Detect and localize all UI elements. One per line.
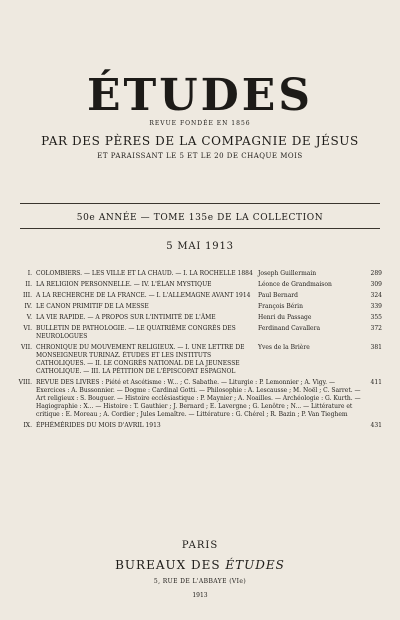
toc-author: Yves de la Brière bbox=[258, 344, 310, 351]
toc-title: LE CANON PRIMITIF DE LA MESSE bbox=[36, 303, 149, 310]
toc-row bbox=[18, 270, 382, 278]
imprint-year: 1913 bbox=[192, 592, 208, 599]
toc-page: 372 bbox=[370, 325, 382, 332]
toc-title: COLOMBIERS. — LES VILLE ET LA CHAUD. — I. LA ROCHELLE 1884 bbox=[36, 270, 253, 277]
toc-number: I. bbox=[27, 270, 32, 277]
toc-title: REVUE DES LIVRES : Piété et Ascétisme : W... ; C. Sabathe. — Liturgie : P. Lemonnier ; A. Vigy. — Exercices : A. Bussonnier. — Dogme : Cardinal Gotti. — Philosophie : A. Lescausse ; M. Noël ; C. Sarret. — Art religieux : S. Bouguer. — Histoire ecclésiastique : P. Maynier ; A. Noailles. — Archéologie : G. Kurth. — Hagiographie : X... — Histoire : T. Gauthier ; J. Bernard ; E. Lavergne ; G. Lenôtre ; N... — Littérature et critique : E. Moreau ; A. Cordier ; Jules Lemaître. — Littérature : G. Chérel ; R. Bazin ; P. Van Tieghem bbox=[36, 379, 361, 418]
issue-date: 5 MAI 1913 bbox=[166, 241, 234, 252]
toc-author: Joseph Guillermain bbox=[258, 270, 317, 277]
toc-author: François Bérin bbox=[258, 303, 303, 310]
toc-page: 324 bbox=[370, 292, 382, 299]
toc-author: Paul Bernard bbox=[258, 292, 299, 299]
rule-bottom bbox=[20, 228, 380, 229]
toc-author: Ferdinand Cavallera bbox=[258, 325, 321, 332]
toc-author: Henri du Passage bbox=[258, 314, 312, 321]
toc-number: VII. bbox=[21, 344, 32, 351]
table-of-contents bbox=[18, 270, 382, 433]
toc-row bbox=[18, 344, 382, 376]
toc-title: BULLETIN DE PATHOLOGIE. — LE QUATRIÈME CONGRÈS DES NEUROLOGUES bbox=[36, 325, 236, 340]
toc-row-book-review bbox=[18, 379, 382, 419]
toc-number: IV. bbox=[24, 303, 32, 310]
toc-author: Léonce de Grandmaison bbox=[258, 281, 332, 288]
toc-title: CHRONIQUE DU MOUVEMENT RELIGIEUX. — I. UNE LETTRE DE MONSEIGNEUR TURINAZ. ÉTUDES ET LES INSTITUTS CATHOLIQUES. — II. LE CONGRÈS NATIONAL DE LA JEUNESSE CATHOLIQUE. — III. LA PÉTITION DE L'ÉPISCOPAT ESPAGNOL bbox=[36, 344, 245, 375]
toc-number: IX. bbox=[23, 422, 32, 429]
toc-page: 289 bbox=[370, 270, 382, 277]
toc-row bbox=[18, 314, 382, 322]
imprint-office bbox=[0, 558, 400, 572]
toc-number: V. bbox=[26, 314, 32, 321]
imprint-address: 5, RUE DE L'ABBAYE (VIe) bbox=[153, 578, 247, 585]
toc-row bbox=[18, 281, 382, 289]
toc-title: ÉPHÉMÉRIDES DU MOIS D'AVRIL 1913 bbox=[36, 422, 161, 429]
schedule-line: ET PARAISSANT LE 5 ET LE 20 DE CHAQUE MOIS bbox=[97, 152, 303, 160]
publisher-line: PAR DES PÈRES DE LA COMPAGNIE DE JÉSUS bbox=[41, 134, 359, 148]
toc-number: VIII. bbox=[18, 379, 32, 386]
imprint-office-name: ÉTUDES bbox=[225, 558, 285, 572]
toc-row bbox=[18, 292, 382, 300]
toc-page: 309 bbox=[370, 281, 382, 288]
journal-title: ÉTUDES bbox=[86, 70, 314, 121]
imprint-office-prefix: BUREAUX DES bbox=[115, 558, 226, 572]
toc-row bbox=[18, 325, 382, 341]
volume-line: 50e ANNÉE — TOME 135e DE LA COLLECTION bbox=[76, 213, 324, 223]
toc-row bbox=[18, 303, 382, 311]
founded-line: REVUE FONDÉE EN 1856 bbox=[149, 120, 251, 127]
toc-number: III. bbox=[22, 292, 32, 299]
toc-page: 381 bbox=[370, 344, 382, 351]
toc-number: VI. bbox=[23, 325, 32, 332]
toc-title: LA VIE RAPIDE. — A PROPOS SUR L'INTIMITÉ DE L'ÂME bbox=[36, 314, 216, 321]
toc-title: LA RELIGION PERSONNELLE. — IV. L'ÉLAN MYSTIQUE bbox=[36, 281, 212, 288]
rule-top bbox=[20, 203, 380, 204]
toc-page: 355 bbox=[370, 314, 382, 321]
toc-page: 411 bbox=[370, 379, 382, 386]
toc-page: 339 bbox=[370, 303, 382, 310]
toc-number: II. bbox=[25, 281, 32, 288]
toc-page: 431 bbox=[370, 422, 382, 429]
toc-title: A LA RECHERCHE DE LA FRANCE. — I. L'ALLEMAGNE AVANT 1914 bbox=[36, 292, 251, 299]
toc-row-ephemerides bbox=[18, 422, 382, 430]
imprint-city: PARIS bbox=[181, 540, 219, 551]
